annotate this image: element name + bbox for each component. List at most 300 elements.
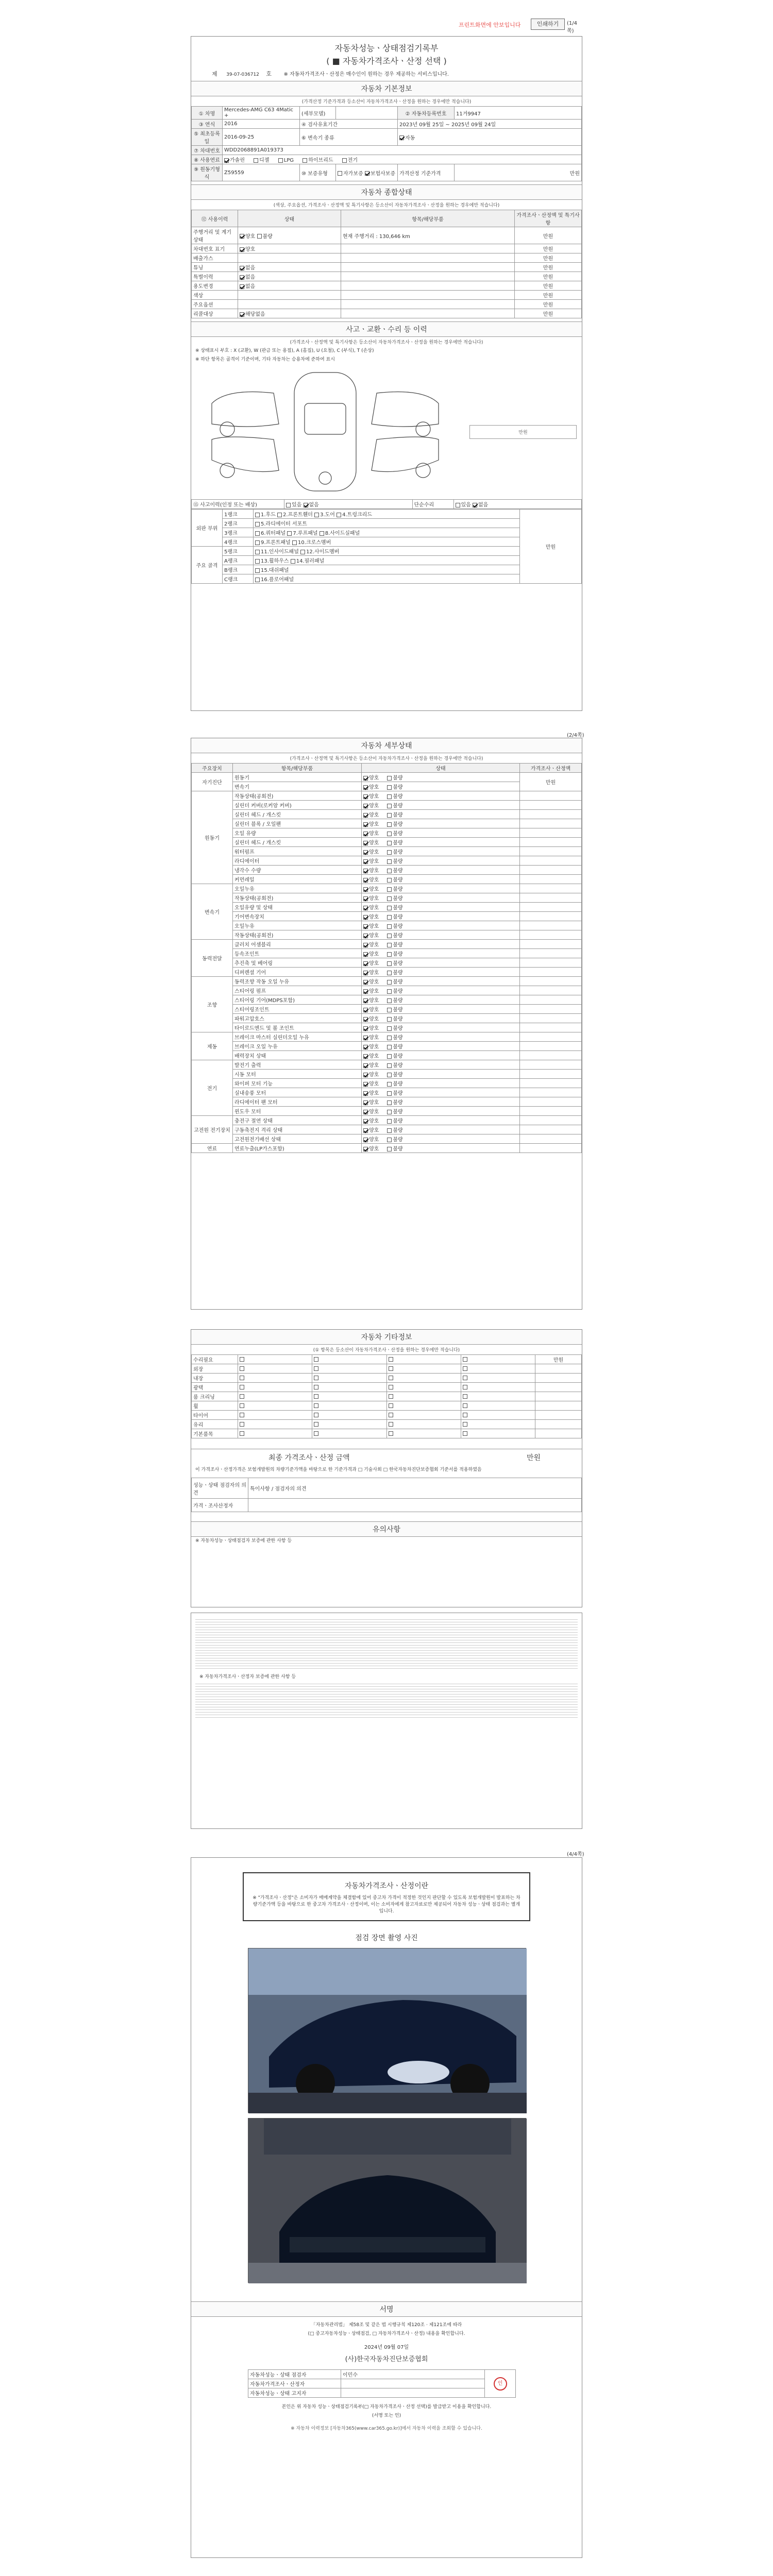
photo-front (248, 1948, 526, 2113)
checkbox-bad (387, 1082, 392, 1087)
status-good: 양호 (369, 859, 379, 865)
other-row (192, 1364, 582, 1374)
checkbox-part (277, 513, 282, 517)
checkbox-bad (387, 785, 392, 790)
checkbox (240, 1357, 244, 1362)
other-cell (386, 1401, 461, 1411)
detail-status (362, 866, 520, 875)
detail-price-empty (520, 903, 582, 912)
status-bad: 불량 (393, 933, 403, 939)
detail-item: 기어변속장치 (233, 912, 362, 921)
inspection-valid-value: 2023년 09월 25일 ~ 2025년 09월 24일 (398, 120, 582, 129)
other-cell (238, 1429, 312, 1438)
outer-panel-label: 외판 부위 (192, 510, 223, 547)
detail-status (362, 782, 520, 791)
notes-body (191, 1613, 582, 1724)
detail-item: 실린더 헤드 / 개스킷 (233, 838, 362, 847)
checkbox-good (363, 961, 368, 966)
detail-row (192, 986, 582, 995)
checkbox-recall-none (240, 312, 244, 317)
other-cell (386, 1420, 461, 1429)
checkbox-good (363, 952, 368, 957)
status-good: 양호 (369, 1044, 379, 1050)
checkbox-good (363, 804, 368, 808)
status-bad: 불량 (393, 896, 403, 902)
rank-b: B랭크 (223, 565, 254, 574)
other-cell (386, 1364, 461, 1374)
other-cell (312, 1401, 386, 1411)
status-bad: 불량 (393, 887, 403, 892)
checkbox-good (363, 1008, 368, 1012)
checkbox-bad (387, 934, 392, 938)
detail-status (362, 1032, 520, 1042)
status-bad: 불량 (393, 1137, 403, 1143)
final-unit: 만원 (526, 1454, 541, 1462)
checkbox (314, 1431, 318, 1436)
checkbox-good (363, 850, 368, 855)
detail-row (192, 995, 582, 1005)
other-row-label: 룸 크리닝 (192, 1392, 238, 1401)
signature-footer2: (서명 또는 인) (372, 2413, 401, 2418)
checkbox-good (363, 896, 368, 901)
detail-status (362, 1014, 520, 1023)
checkbox-bad (387, 832, 392, 836)
checkbox-bad (387, 1008, 392, 1012)
other-cell (238, 1364, 312, 1374)
checkbox-bad (387, 1017, 392, 1022)
other-price (535, 1383, 582, 1392)
status-good: 양호 (369, 1063, 379, 1069)
print-button[interactable]: 인쇄하기 (531, 19, 565, 30)
status-good: 양호 (369, 803, 379, 809)
checkbox-good (363, 906, 368, 910)
checkbox-good (363, 878, 368, 883)
other-row (192, 1401, 582, 1411)
checkbox (463, 1376, 467, 1380)
other-row (192, 1420, 582, 1429)
detail-price-empty (520, 866, 582, 875)
sig-label-1: 자동차가격조사ㆍ산정자 (248, 2379, 341, 2388)
checkbox-good (363, 776, 368, 781)
other-cell (386, 1392, 461, 1401)
detail-row (192, 968, 582, 977)
status-bad: 불량 (393, 905, 403, 911)
detail-price-empty (520, 912, 582, 921)
detail-item: 브레이크 마스터 실린더오일 누유 (233, 1032, 362, 1042)
detail-row (192, 1060, 582, 1070)
car-right-rear (372, 437, 439, 472)
no-suffix: 호 (266, 71, 272, 77)
detail-status (362, 791, 520, 801)
signature-title: 서명 (191, 2302, 582, 2317)
car-left-rear (212, 437, 279, 472)
detail-item: 작동상태(공회전) (233, 791, 362, 801)
engine-value: Z59559 (223, 164, 300, 181)
other-row (192, 1374, 582, 1383)
other-row-label: 외장 (192, 1364, 238, 1374)
fuel-gasoline: 가솔린 (230, 158, 245, 163)
checkbox-bad (387, 961, 392, 966)
part-pillar: 14.필러패널 (296, 558, 325, 564)
detail-status (362, 1144, 520, 1153)
label-car-name: ① 차명 (192, 107, 223, 120)
no-value: 39-07-036712 (226, 72, 259, 77)
status-bad: 불량 (393, 989, 403, 994)
warranty-insurance: 보험사보증 (370, 171, 396, 177)
detail-status (362, 921, 520, 930)
signature-section (191, 2301, 582, 2433)
status-bad: 불량 (393, 1007, 403, 1013)
summary-title: 자동차 종합상태 (191, 185, 582, 200)
detail-item: 디퍼렌셜 기어 (233, 968, 362, 977)
checkbox (389, 1394, 393, 1399)
page-2-number: (2/4쪽) (567, 733, 584, 738)
checkbox-bad (387, 878, 392, 883)
detail-item: 윈도우 모터 (233, 1107, 362, 1116)
other-row-label: 휠 (192, 1401, 238, 1411)
detail-row (192, 1023, 582, 1032)
status-bad: 불량 (393, 822, 403, 827)
status-good: 양호 (369, 1146, 379, 1152)
checkbox-good (363, 1073, 368, 1077)
detail-price-empty (520, 884, 582, 893)
status-good: 양호 (369, 831, 379, 837)
label-transmission: ⑥ 변속기 종류 (300, 129, 398, 146)
doc-title: 자동차성능ㆍ상태점검기록부 (334, 43, 439, 53)
status-good: 양호 (369, 1118, 379, 1124)
detail-row (192, 1088, 582, 1097)
checkbox-bad (387, 1100, 392, 1105)
detail-status (362, 1060, 520, 1070)
doc-notice: ※ 자동차가격조사ㆍ산정은 매수인이 원하는 경우 제공하는 서비스입니다. (283, 72, 449, 77)
checkbox (463, 1385, 467, 1389)
status-good: 양호 (369, 887, 379, 892)
accident-history-label: ⑮ 사고이력(인정 또는 배상) (192, 500, 284, 509)
detail-status (362, 977, 520, 986)
checkbox (314, 1385, 318, 1389)
summary-row-emission: 배출가스 (192, 253, 238, 263)
detail-item: 와이퍼 모터 기능 (233, 1079, 362, 1088)
reg-no-value: 11거9947 (455, 107, 582, 120)
checkbox (314, 1403, 318, 1408)
status-bad: 불량 (393, 1072, 403, 1078)
checkbox-repair-no (473, 503, 477, 507)
other-cell (461, 1383, 535, 1392)
signature-org: (사)한국자동차진단보증협회 (345, 2355, 428, 2363)
checkbox-bad (387, 1073, 392, 1077)
checkbox (389, 1403, 393, 1408)
summary-row-vin: 차대번호 표기 (192, 244, 238, 253)
other-cell (461, 1420, 535, 1429)
detail-price-empty (520, 1070, 582, 1079)
detail-price-empty (520, 875, 582, 884)
car-diagram (196, 367, 464, 496)
part-crossmember: 10.크로스멤버 (298, 540, 331, 546)
checkbox-bad (387, 952, 392, 957)
final-row1b: 특이사항 / 점검자의 의견 (248, 1478, 582, 1499)
other-price (535, 1364, 582, 1374)
checkbox-good (363, 785, 368, 790)
status-good: 양호 (369, 1137, 379, 1143)
detail-price-empty (520, 1088, 582, 1097)
rank-5: 5랭크 (223, 547, 254, 556)
checkbox-part (337, 513, 341, 517)
status-good: 양호 (369, 952, 379, 957)
accident-check-table: ⑮ 사고이력(인정 또는 배상) 있음 없음 단순수리 있음 없음 (191, 499, 582, 509)
detail-row (192, 893, 582, 903)
other-cell (312, 1429, 386, 1438)
checkbox-repair-yes (456, 503, 460, 507)
checkbox-part (255, 522, 260, 527)
other-price (535, 1374, 582, 1383)
checkbox-good (363, 1147, 368, 1151)
detail-status (362, 838, 520, 847)
other-price (535, 1401, 582, 1411)
checkbox-fuel-ev (342, 158, 347, 163)
checkbox (240, 1431, 244, 1436)
part-side-sill: 8.사이드실패널 (325, 531, 360, 536)
checkbox-good (363, 1119, 368, 1124)
other-cell (461, 1374, 535, 1383)
page-4 (191, 1857, 582, 2558)
summary-row-special: 특별이력 (192, 272, 238, 281)
checkbox-good (363, 1063, 368, 1068)
car-diagram-area (191, 364, 582, 499)
checkbox (240, 1394, 244, 1399)
rank-c: C랭크 (223, 574, 254, 584)
no-label: 제 (212, 71, 217, 77)
checkbox-good (363, 998, 368, 1003)
detail-row (192, 866, 582, 875)
year-value: 2016 (223, 120, 300, 129)
detail-price-empty (520, 958, 582, 968)
label-engine: ⑨ 원동기형식 (192, 164, 223, 181)
detail-item: 워터펌프 (233, 847, 362, 856)
other-row-label: 수리필요 (192, 1355, 238, 1364)
detail-row (192, 1042, 582, 1051)
other-cell (386, 1374, 461, 1383)
status-good: 양호 (369, 905, 379, 911)
wheel-rf (416, 422, 430, 436)
checkbox-fuel-lpg (278, 158, 283, 163)
part-inside-panel: 11.인사이드패널 (261, 549, 299, 555)
status-good: 양호 (369, 1054, 379, 1059)
summary-unit: 만원 (515, 300, 582, 309)
summary-row-color: 색상 (192, 291, 238, 300)
checkbox-part (320, 531, 324, 536)
checkbox (314, 1366, 318, 1371)
summary-row-tuning: 튜닝 (192, 263, 238, 272)
detail-row (192, 1144, 582, 1153)
detail-row (192, 875, 582, 884)
summary-unit: 만원 (515, 253, 582, 263)
car-left-front (212, 392, 279, 427)
detail-item: 라디에이터 (233, 856, 362, 866)
checkbox-bad (387, 887, 392, 892)
status-bad: 불량 (393, 1044, 403, 1050)
checkbox-good (363, 813, 368, 818)
other-cell (312, 1383, 386, 1392)
detail-price-empty (520, 1023, 582, 1032)
detail-status (362, 828, 520, 838)
detail-status (362, 912, 520, 921)
final-price-bar (191, 1449, 582, 1466)
detail-item: 배력장치 상태 (233, 1051, 362, 1060)
detail-row (192, 958, 582, 968)
part-dash: 15.대쉬패널 (261, 568, 289, 573)
detail-h3: 가격조사ㆍ산정액 (520, 764, 582, 773)
other-cell (238, 1383, 312, 1392)
checkbox (314, 1357, 318, 1362)
status-good: 양호 (369, 924, 379, 929)
status-bad: 불량 (393, 970, 403, 976)
checkbox (240, 1366, 244, 1371)
checkbox-bad (387, 1147, 392, 1151)
checkbox (240, 1403, 244, 1408)
detail-row (192, 856, 582, 866)
checkbox (240, 1376, 244, 1380)
status-bad: 불량 (393, 868, 403, 874)
label-warranty: ⑩ 보증유형 (300, 164, 336, 181)
status-bad: 불량 (393, 1081, 403, 1087)
checkbox-part (255, 578, 260, 582)
detail-price-empty (520, 856, 582, 866)
detail-row (192, 838, 582, 847)
checkbox-good (363, 971, 368, 975)
doc-number-line (212, 70, 582, 78)
other-row (192, 1383, 582, 1392)
detail-status (362, 884, 520, 893)
checkbox (463, 1357, 467, 1362)
rank-3: 3랭크 (223, 528, 254, 537)
detail-status (362, 1134, 520, 1144)
checkbox-bad (387, 924, 392, 929)
status-good: 양호 (369, 877, 379, 883)
part-door: 3.도어 (320, 512, 335, 518)
status-bad: 불량 (393, 1016, 403, 1022)
accident-no: 없음 (309, 502, 319, 508)
detail-group-name: 고전원 전기장치 (192, 1116, 233, 1144)
status-good: 양호 (369, 1035, 379, 1041)
detail-item: 변속기 (233, 782, 362, 791)
detail-item: 연료누출(LP가스포함) (233, 1144, 362, 1153)
other-cell (386, 1429, 461, 1438)
status-bad: 불량 (393, 1091, 403, 1096)
checkbox-fuel-gasoline (224, 158, 229, 163)
other-title: 자동차 기타정보 (191, 1330, 582, 1345)
status-good: 양호 (369, 1091, 379, 1096)
rank-table (191, 509, 582, 584)
other-cell (461, 1411, 535, 1420)
accident-note: (가격조사ㆍ산정액 및 특기사항은 등소산이 자동차가격조사ㆍ산정을 원하는 경우에만 적습니다) (290, 340, 483, 345)
detail-row (192, 1032, 582, 1042)
detail-price-empty (520, 893, 582, 903)
checkbox-part (255, 513, 260, 517)
price-explain-text: ※ "가격조사ㆍ산정"은 소비자가 매매계약을 체결함에 있어 중고차 가격이 적정한 것인지 판단할 수 있도록 보험개발원이 발표하는 차량기준가액 등을 바탕으로 한 중고차 가격조사ㆍ산정이며, 이는 소비자에게 참고자료로만 제공되어 자동차 성능ㆍ상태 점검과는 별개입니다. (253, 1895, 520, 1914)
detail-price-empty (520, 949, 582, 958)
status-bad: 불량 (393, 840, 403, 846)
checkbox-auto (399, 135, 404, 140)
detail-group-name: 전기 (192, 1060, 233, 1116)
detail-row (192, 949, 582, 958)
other-cell (312, 1420, 386, 1429)
rank-2: 2랭크 (223, 519, 254, 528)
detail-price-empty (520, 791, 582, 801)
detail-status (362, 1051, 520, 1060)
base-price-unit: 만원 (455, 164, 582, 181)
checkbox-bad (387, 971, 392, 975)
status-bad: 불량 (393, 1100, 403, 1106)
status-good: 양호 (369, 1100, 379, 1106)
summary-row-options: 주요옵션 (192, 300, 238, 309)
mileage-value: 현재 주행거리 : 130,646 km (341, 227, 515, 244)
page-2 (191, 738, 582, 1310)
checkbox-special-none (240, 275, 244, 280)
status-bad: 불량 (393, 961, 403, 967)
detail-status (362, 1023, 520, 1032)
detail-item: 등속조인트 (233, 949, 362, 958)
page-number: (1/4쪽) (567, 21, 577, 34)
status-bad: 불량 (393, 1128, 403, 1133)
status-bad: 불량 (393, 785, 403, 790)
status-bad: 불량 (393, 952, 403, 957)
doc-subtitle: ( ■ 자동차가격조사ㆍ산정 선택 ) (326, 56, 447, 66)
other-row (192, 1355, 582, 1364)
detail-row (192, 903, 582, 912)
checkbox-bad (387, 776, 392, 781)
checkbox (463, 1413, 467, 1417)
other-cell (312, 1411, 386, 1420)
other-cell (238, 1355, 312, 1364)
top-toolbar (191, 19, 582, 33)
detail-group-name: 자기진단 (192, 773, 233, 791)
detail-note: (가격조사ㆍ산정액 및 특기사항은 등소산이 자동차가격조사ㆍ산정을 원하는 경우에만 적습니다) (290, 756, 483, 761)
checkbox-bad (387, 1091, 392, 1096)
detail-status (362, 1097, 520, 1107)
checkbox-bad (387, 1045, 392, 1049)
other-cell (312, 1355, 386, 1364)
checkbox-accident-no (304, 503, 308, 507)
label-fuel: ⑧ 사용연료 (192, 155, 223, 164)
checkbox-self-warranty (338, 171, 342, 176)
checkbox-bad (387, 869, 392, 873)
checkbox-bad (387, 906, 392, 910)
detail-status (362, 810, 520, 819)
detail-row (192, 921, 582, 930)
final-title: 최종 가격조사ㆍ산정 금액 (268, 1454, 350, 1462)
other-cell (386, 1411, 461, 1420)
status-bad: 불량 (393, 877, 403, 883)
detail-row (192, 1014, 582, 1023)
status-bad: 불량 (393, 914, 403, 920)
detail-item: 스티어링 기어(MDPS포함) (233, 995, 362, 1005)
checkbox-good (363, 869, 368, 873)
checkbox-good (363, 841, 368, 845)
checkbox (463, 1422, 467, 1427)
checkbox-bad (387, 1063, 392, 1068)
signature-table (248, 2369, 516, 2398)
car-right-front (372, 392, 439, 427)
detail-status (362, 1116, 520, 1125)
checkbox-good (363, 1128, 368, 1133)
detail-item: 오일 유량 (233, 828, 362, 838)
part-fender: 2.프론트휀더 (283, 512, 313, 518)
summary-unit: 만원 (515, 291, 582, 300)
detail-row (192, 801, 582, 810)
checkbox-bad (387, 859, 392, 864)
part-quarter: 6.쿼터패널 (261, 531, 286, 536)
detail-title: 자동차 세부상태 (191, 738, 582, 753)
